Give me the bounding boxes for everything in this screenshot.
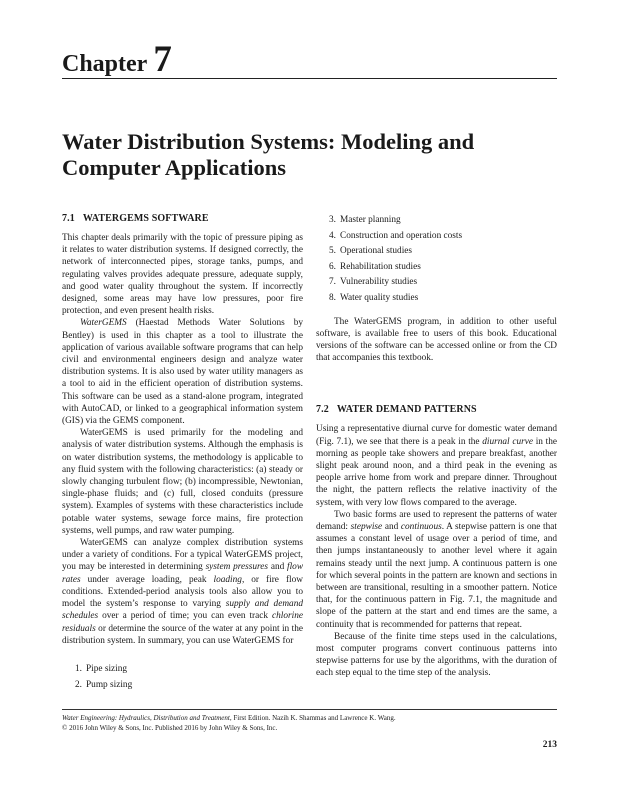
list-item: 8. Water quality studies bbox=[329, 292, 419, 303]
page-number: 213 bbox=[542, 740, 557, 750]
list-item: 5. Operational studies bbox=[329, 246, 413, 257]
list-item: 2. Pump sizing bbox=[75, 680, 133, 691]
section-number: 7.2 bbox=[316, 404, 329, 416]
uses-list-continued bbox=[316, 213, 557, 307]
paragraph: WaterGEMS can analyze complex distribution systems under a variety of conditions. For a typical WaterGEMS project, you may be interested in determining system pressures and flow rates under average loading, peak loading, or fire flow conditions. Extended-period analysis tools also allow you to model the system’s response to varying supply and demand schedules over a period of time; you can even track chlorine residuals or determine the source of the water at any point in the distribution system. In summary, you can use WaterGEMS for bbox=[62, 538, 304, 646]
section-heading-7-1 bbox=[62, 213, 303, 225]
copyright-line: © 2016 John Wiley & Sons, Inc. Published 2016 by John Wiley & Sons, Inc. bbox=[62, 723, 278, 732]
paragraph: Two basic forms are used to represent the patterns of water demand: stepwise and continuous. A stepwise pattern is one that assumes a constant level of usage over a period of time, and then jumps instantaneously to another level where it again remains steady until the next jump. A continuous pattern is one for which several points in the pattern are known and sections in between are transitional, resulting in a smoother pattern. Notice that, for the continuous pattern in Fig. 7.1, the magnitude and slope of the pattern at the start and end times are the same, a continuity that is recommended for patterns that repeat. bbox=[316, 509, 557, 630]
left-column bbox=[62, 213, 303, 693]
book-title: Water Engineering: Hydraulics, Distribution and Treatment bbox=[62, 714, 230, 722]
paragraph: The WaterGEMS program, in addition to other useful software, is available free to users of this book. Educational versions of the software can be accessed online or from the CD that accompanies this textbook. bbox=[316, 316, 557, 364]
paragraph: Using a representative diurnal curve for domestic water demand (Fig. 7.1), we see that there is a peak in the diurnal curve in the morning as people take showers and prepare breakfast, another slight peak around noon, and a third peak in the evening as people arrive home from work and prepare dinner. Throughout the night, the pattern reflects the relative inactivity of the system, with very low flows compared to the average. bbox=[316, 424, 557, 508]
section-title: WATERGEMS SOFTWARE bbox=[82, 213, 209, 224]
chapter-rule bbox=[62, 78, 557, 79]
section-heading-7-2 bbox=[316, 404, 557, 416]
list-item: 7. Vulnerability studies bbox=[329, 277, 418, 288]
chapter-title: Water Distribution Systems: Modeling and Computer Applications bbox=[62, 129, 475, 180]
list-item: 6. Rehabilitation studies bbox=[329, 261, 421, 272]
chapter-label bbox=[62, 38, 172, 81]
list-item: 1. Pipe sizing bbox=[75, 663, 128, 674]
chapter-word: Chapter bbox=[62, 51, 148, 77]
section-title: WATER DEMAND PATTERNS bbox=[336, 404, 477, 416]
paragraph: Because of the finite time steps used in the calculations, most computer programs convert continuous patterns into stepwise patterns for use by the algorithms, with the duration of each step equal to the time step of the analysis. bbox=[316, 631, 557, 679]
copyright-footnote: Water Engineering: Hydraulics, Distribution and Treatment, First Edition. Nazih K. Shammas and Lawrence K. Wang. © 2016 John Wiley & Sons, Inc. Published 2016 by John Wiley & Sons, Inc. bbox=[62, 709, 557, 734]
uses-list bbox=[62, 661, 303, 693]
paragraph: WaterGEMS (Haestad Methods Water Solutions by Bentley) is used in this chapter as a tool to illustrate the application of various available software programs that can help civil and environmental engineers design and analyze water distribution systems. It is also used by water utility managers as a tool to aid in the efficient operation of distribution systems. This software can be used as a stand-alone program, integrated with AutoCAD, or linked to a geographical information system (GIS) via the GEMS component. bbox=[62, 318, 303, 427]
list-item: 4. Construction and operation costs bbox=[329, 230, 463, 241]
right-column bbox=[316, 213, 557, 680]
paragraph: WaterGEMS is used primarily for the modeling and analysis of water distribution systems. Although the emphasis is on water distribution systems, the methodology is applicable to any fluid system with the following characteristics: (a) steady or slowly changing turbulent flow; (b) incompressible, Newtonian, single-phase fluids; and (c) full, closed conduits (pressure system). Examples of systems with these characteristics include potable water systems, sewage force mains, fire protection systems, well pumps, and raw water pumping. bbox=[62, 428, 303, 536]
chapter-number: 7 bbox=[153, 39, 172, 80]
list-item: 3. Master planning bbox=[329, 215, 401, 225]
software-name: WaterGEMS bbox=[80, 318, 127, 329]
paragraph: This chapter deals primarily with the topic of pressure piping as it relates to water distribution systems. If designed correctly, the network of interconnected pipes, storage tanks, pumps, and regulating valves provides adequate pressure, adequate supply, and good water quality throughout the system. If incorrectly designed, some areas may have low pressures, poor fire protection, and even present health risks. bbox=[62, 233, 303, 317]
section-number: 7.1 bbox=[62, 213, 75, 224]
